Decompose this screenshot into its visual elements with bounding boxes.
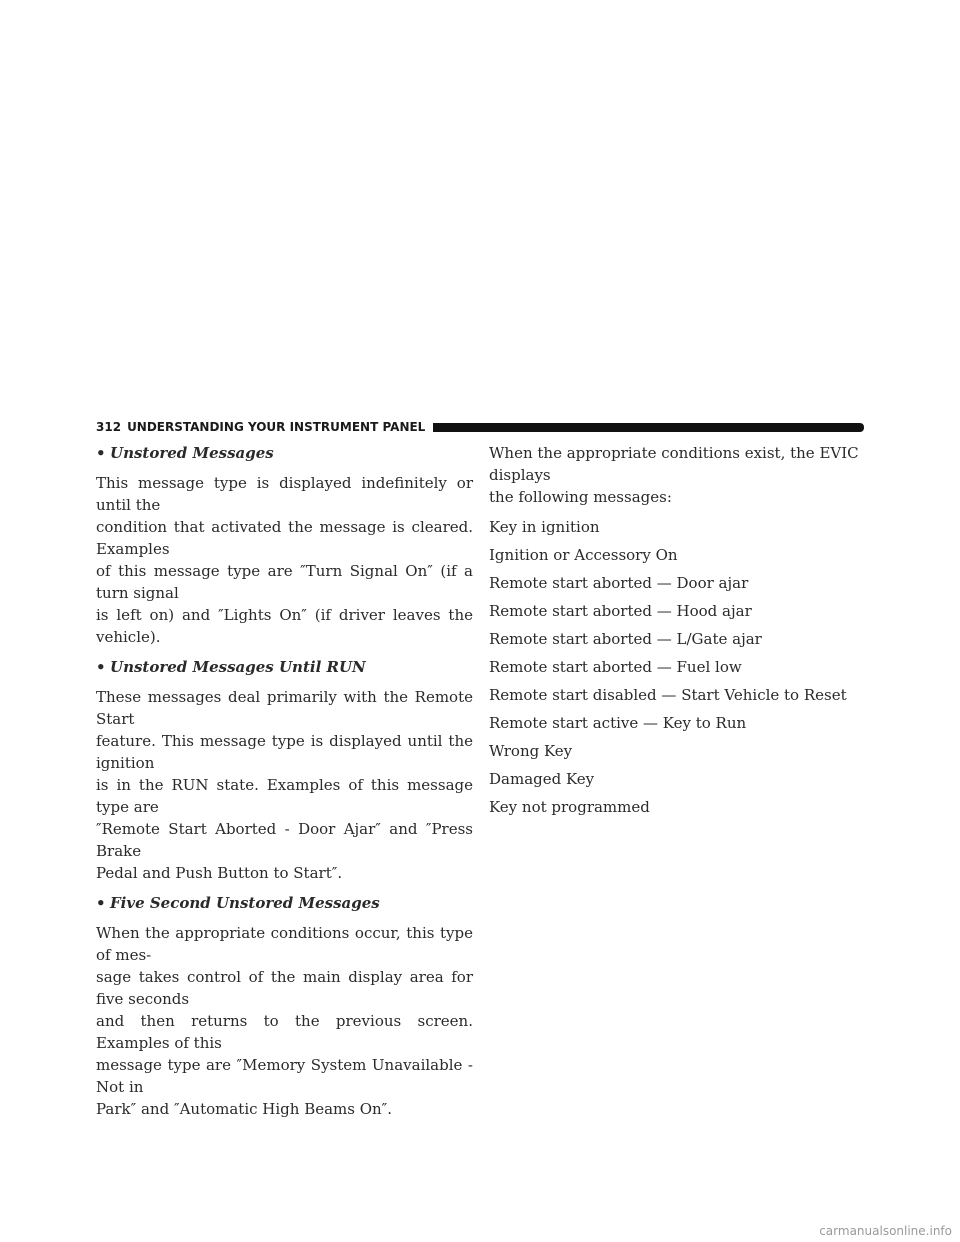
text-line: is in the RUN state. Examples of this message type are — [96, 776, 473, 816]
list-item: Damaged Key — [489, 770, 595, 788]
heading-text: Five Second Unstored Messages — [110, 894, 380, 912]
bullet-heading-unstored — [96, 442, 473, 464]
paragraph-unstored — [96, 472, 473, 648]
left-column — [96, 442, 473, 1120]
list-item: Key in ignition — [489, 518, 600, 536]
paragraph-until-run — [96, 686, 473, 884]
heading-text: Unstored Messages Until RUN — [110, 658, 366, 676]
heading-text: Unstored Messages — [110, 444, 274, 462]
text-line: ″Remote Start Aborted - Door Ajar″ and ″Press Brake — [96, 820, 473, 860]
page-header — [96, 418, 864, 436]
list-item: Ignition or Accessory On — [489, 546, 678, 564]
bullet-icon: • — [96, 658, 106, 676]
text-line: the following messages: — [489, 488, 672, 506]
text-line: is left on) and ″Lights On″ (if driver leaves the vehicle). — [96, 606, 473, 646]
list-item: Remote start aborted — Hood ajar — [489, 602, 752, 620]
text-line: of this message type are ″Turn Signal On″ (if a turn signal — [96, 562, 473, 602]
page-number: 312 — [96, 420, 122, 434]
text-line: When the appropriate conditions exist, the EVIC displays — [489, 444, 859, 484]
text-line: message type are ″Memory System Unavailable - Not in — [96, 1056, 473, 1096]
text-line: condition that activated the message is cleared. Examples — [96, 518, 473, 558]
text-line: feature. This message type is displayed until the ignition — [96, 732, 473, 772]
header-rule — [433, 423, 864, 432]
text-line: Park″ and ″Automatic High Beams On″. — [96, 1100, 393, 1118]
list-item: Remote start aborted — L/Gate ajar — [489, 630, 762, 648]
paragraph-five-second — [96, 922, 473, 1120]
bullet-heading-until-run — [96, 656, 473, 678]
list-item: Remote start aborted — Door ajar — [489, 574, 749, 592]
list-item: Key not programmed — [489, 798, 650, 816]
list-item: Remote start disabled — Start Vehicle to Reset — [489, 686, 847, 704]
list-item: Remote start active — Key to Run — [489, 714, 747, 732]
text-line: This message type is displayed indefinitely or until the — [96, 474, 473, 514]
text-line: These messages deal primarily with the Remote Start — [96, 688, 473, 728]
watermark: carmanualsonline.info — [819, 1224, 952, 1238]
right-column — [489, 442, 869, 824]
text-line: sage takes control of the main display area for five seconds — [96, 968, 473, 1008]
list-item: Remote start aborted — Fuel low — [489, 658, 742, 676]
section-title: UNDERSTANDING YOUR INSTRUMENT PANEL — [127, 420, 426, 434]
text-line: Pedal and Push Button to Start″. — [96, 864, 343, 882]
text-line: and then returns to the previous screen. Examples of this — [96, 1012, 473, 1052]
bullet-heading-five-second — [96, 892, 473, 914]
text-line: When the appropriate conditions occur, this type of mes- — [96, 924, 473, 964]
bullet-icon: • — [96, 894, 106, 912]
message-list — [489, 516, 869, 818]
bullet-icon: • — [96, 444, 106, 462]
messages-intro — [489, 442, 869, 508]
list-item: Wrong Key — [489, 742, 573, 760]
